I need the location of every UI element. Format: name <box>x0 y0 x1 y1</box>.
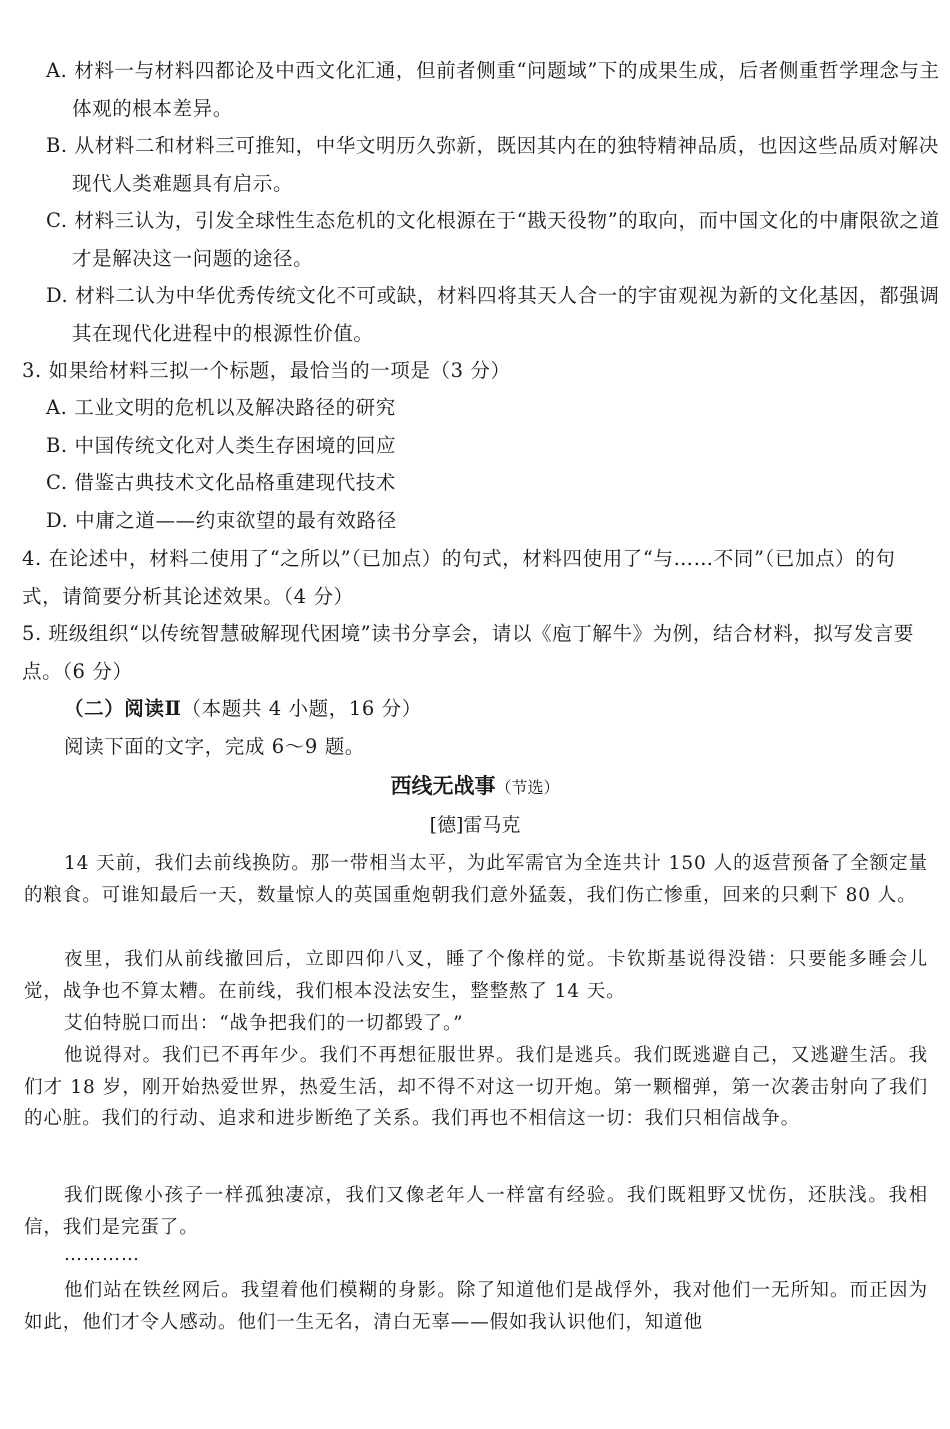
article-paragraph: 我们既像小孩子一样孤独凄凉，我们又像老年人一样富有经验。我们既粗野又忧伤，还肤浅。我相信，我们是完蛋了。 <box>24 1185 928 1238</box>
article-paragraph: 他们站在铁丝网后。我望着他们模糊的身影。除了知道他们是战俘外，我对他们一无所知。而正因为如此，他们才令人感动。他们一生无名，清白无辜——假如我认识他们，知道他 <box>24 1280 928 1333</box>
article-paragraph: 艾伯特脱口而出：“战争把我们的一切都毁了。” <box>64 1013 464 1034</box>
article-title <box>0 768 950 806</box>
q3-option-b: B. 中国传统文化对人类生存困境的回应 <box>46 434 397 457</box>
q2-option-d: D. 材料二认为中华优秀传统文化不可或缺，材料四将其天人合一的宇宙观视为新的文化基因，都强调其在现代化进程中的根源性价值。 <box>46 284 940 345</box>
q2-option-a: A. 材料一与材料四都论及中西文化汇通，但前者侧重“问题域”下的成果生成，后者侧重哲学理念与主体观的根本差异。 <box>46 59 940 120</box>
ellipsis-separator: ………… <box>64 1244 140 1265</box>
section-info: （本题共 4 小题，16 分） <box>181 697 422 720</box>
article-paragraph: 14 天前，我们去前线换防。那一带相当太平，为此军需官为全连共计 150 人的返营预备了全额定量的粮食。可谁知最后一天，数量惊人的英国重炮朝我们意外猛轰，我们伤亡惨重，回来的只剩下 80 人。 <box>24 853 928 906</box>
q3-option-c: C. 借鉴古典技术文化品格重建现代技术 <box>46 471 397 494</box>
q2-option-c: C. 材料三认为，引发全球性生态危机的文化根源在于“戡天役物”的取向，而中国文化的中庸限欲之道才是解决这一问题的途径。 <box>46 209 940 270</box>
q4-text: 4. 在论述中，材料二使用了“之所以”（已加点）的句式，材料四使用了“与……不同”（已加点）的句式，请简要分析其论述效果。（4 分） <box>22 547 896 608</box>
q3-option-d: D. 中庸之道——约束欲望的最有效路径 <box>46 509 397 532</box>
section-header <box>64 690 422 728</box>
article-paragraph: 他说得对。我们已不再年少。我们不再想征服世界。我们是逃兵。我们既逃避自己，又逃避生活。我们才 18 岁，刚开始热爱世界，热爱生活，却不得不对这一切开炮。第一颗榴弹，第一次袭击射向了我们的心脏。我们的行动、追求和进步断绝了关系。我们再也不相信这一切：我们只相信战争。 <box>24 1045 928 1129</box>
article-author: [德]雷马克 <box>429 814 521 836</box>
article-title-text: 西线无战事 <box>390 773 496 798</box>
q3-stem: 3. 如果给材料三拟一个标题，最恰当的一项是（3 分） <box>22 359 511 382</box>
section-instruction: 阅读下面的文字，完成 6～9 题。 <box>64 735 365 758</box>
article-paragraph: 夜里，我们从前线撤回后，立即四仰八叉，睡了个像样的觉。卡钦斯基说得没错：只要能多睡会儿觉，战争也不算太糟。在前线，我们根本没法安生，整整熬了 14 天。 <box>24 949 928 1002</box>
section-label: （二）阅读Ⅱ <box>64 697 182 720</box>
article-subtitle: （节选） <box>495 778 560 797</box>
q5-text: 5. 班级组织“以传统智慧破解现代困境”读书分享会，请以《庖丁解牛》为例，结合材料，拟写发言要点。（6 分） <box>22 622 914 683</box>
q3-option-a: A. 工业文明的危机以及解决路径的研究 <box>46 396 396 419</box>
q2-option-b: B. 从材料二和材料三可推知，中华文明历久弥新，既因其内在的独特精神品质，也因这些品质对解决现代人类难题具有启示。 <box>46 134 939 195</box>
